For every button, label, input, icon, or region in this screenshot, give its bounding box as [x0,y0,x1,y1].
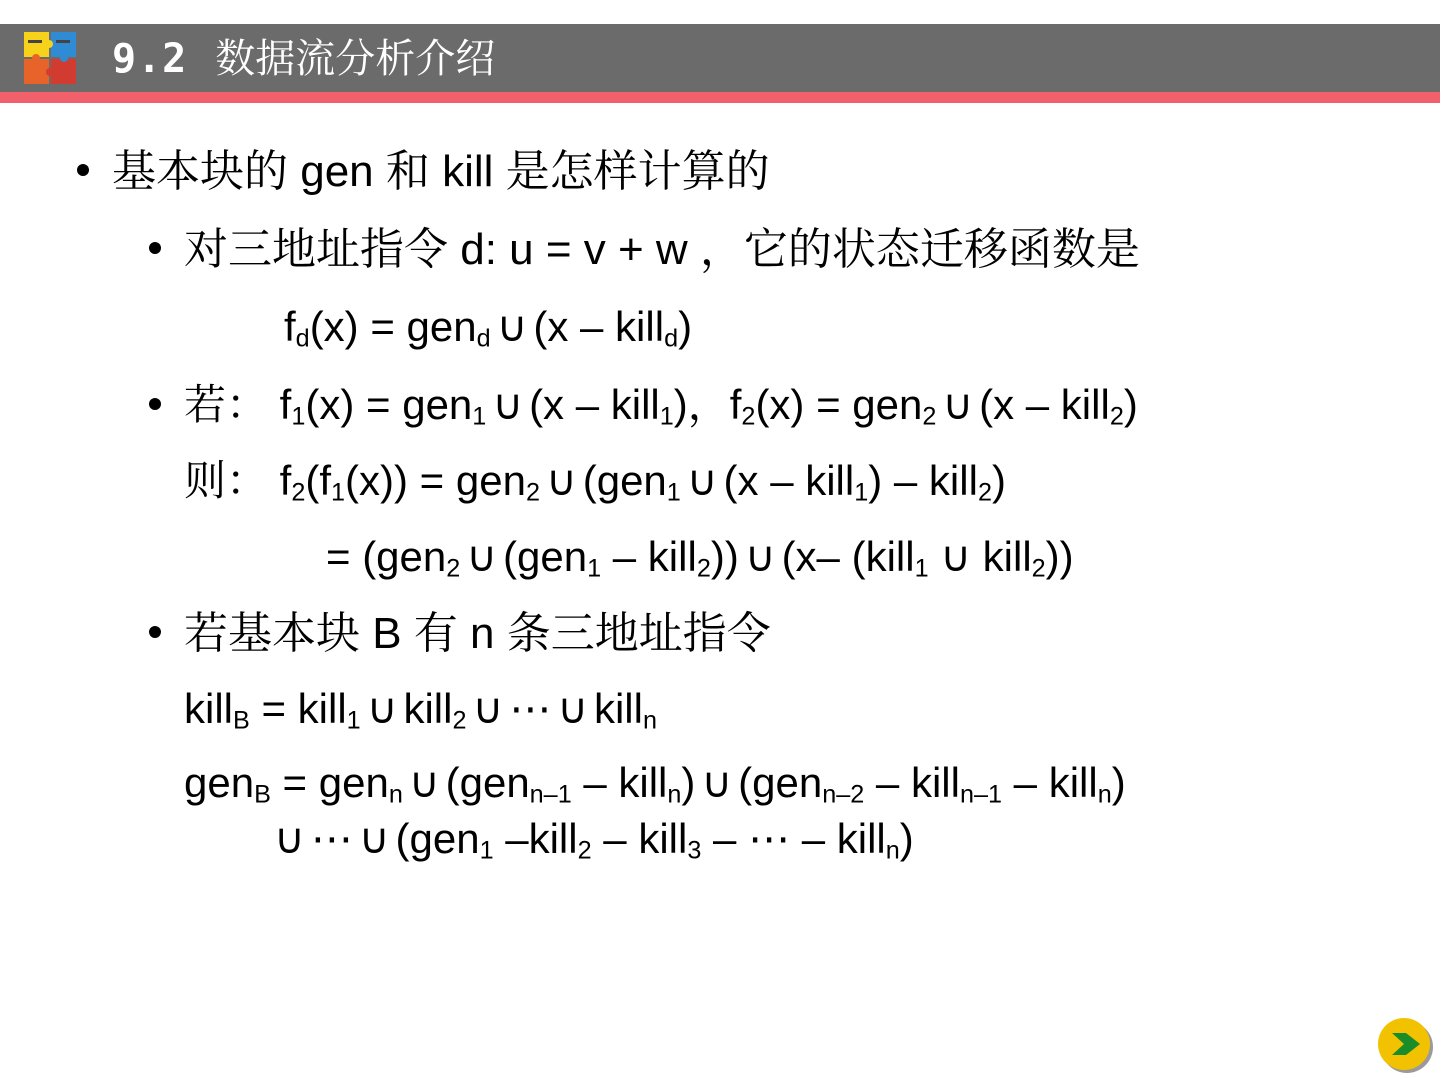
bullet-dot [149,242,161,254]
if-label: 若： [184,381,269,428]
formula-genB: gen$_B$ = gen$_n$ ∪ (gen$_{n-1}$ – kill$_n$) ∪ (gen$_{n-2}$ – kill$_{n-1}$ – kill$_n$) [184,759,1126,809]
title-text: 数据流分析介绍 [215,36,496,82]
bullet-dot [149,398,161,410]
then-label: 则： [184,457,269,504]
formula-killB: kill$_B$ = kill$_1$ ∪ kill$_2$ ∪ ⋯ ∪ kill$_n$ [184,685,657,735]
section-number: 9.2 [112,36,188,82]
formula-fd: $f_d(x) = gen_d$ ∪ (x – kill$_d$) [284,303,693,353]
puzzle-logo-icon [22,30,78,86]
formula-genB-continued: ∪ ⋯ ∪ (gen$_1$ –kill$_2$ – kill$_3$ – ⋯ – kill$_n$) [274,815,914,865]
slide-title [112,32,495,86]
formula-if: 若： $f_1(x) = gen_1$ ∪ (x – kill$_1$)，$f_2(x) = gen_2$ ∪ (x – kill$_2$) [184,381,1138,431]
bullet-dot [149,626,161,638]
formula-then: 则： $f_2(f_1(x)) = gen_2$ ∪ (gen$_1$ ∪ (x – kill$_1$) – kill$_2$) [184,457,1006,507]
bullet-gen-kill-question: 基本块的 gen 和 kill 是怎样计算的 [112,147,770,196]
bullet-dot [77,164,89,176]
next-slide-button[interactable] [1376,1016,1434,1074]
header-accent-stripe [0,92,1440,103]
formula-then-simplified: = (gen$_2$ ∪ (gen$_1$ – kill$_2$)) ∪ (x– (kill$_1$ ∪ kill$_2$)) [326,533,1074,583]
bullet-transfer-function: 对三地址指令 d: u = v + w ，它的状态迁移函数是 [184,225,1140,274]
bullet-basic-block: 若基本块 B 有 n 条三地址指令 [184,609,771,658]
